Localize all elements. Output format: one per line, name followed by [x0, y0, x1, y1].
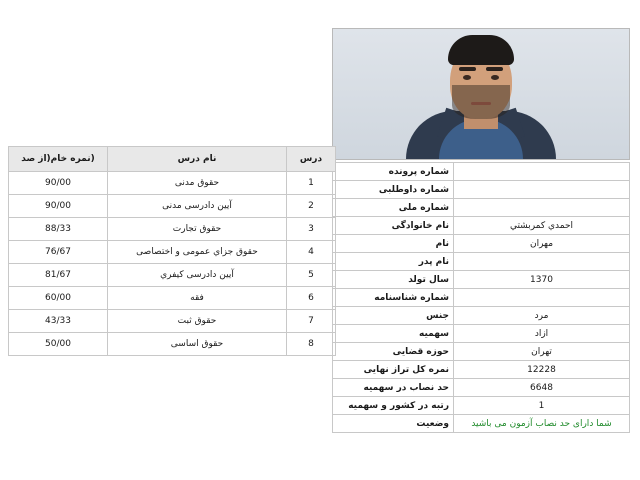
info-row-label: شماره داوطلبی: [333, 181, 454, 199]
scores-table-body: [9, 172, 336, 356]
table-row: [9, 333, 336, 356]
table-row: [9, 172, 336, 195]
info-row: [333, 199, 630, 217]
cell-index: 5: [287, 264, 336, 287]
scores-panel: [8, 146, 326, 356]
info-row: [333, 415, 630, 433]
info-row-label: نمره کل تراز نهایی: [333, 361, 454, 379]
info-row: [333, 379, 630, 397]
scores-table: [8, 146, 336, 356]
status-badge: شما دارای حد نصاب آزمون می باشید: [454, 415, 630, 433]
photo-brow-right: [486, 67, 503, 71]
info-row: [333, 325, 630, 343]
info-row-value: 1: [454, 397, 630, 415]
cell-index: 8: [287, 333, 336, 356]
photo-eye-right: [491, 75, 499, 80]
info-row-value: 1370: [454, 271, 630, 289]
cell-raw-score: 81/67: [9, 264, 108, 287]
table-row: [9, 287, 336, 310]
info-row-label: رتبه در کشور و سهمیه: [333, 397, 454, 415]
info-row-label: نام: [333, 235, 454, 253]
info-row: [333, 307, 630, 325]
cell-subject: حقوق تجارت: [108, 218, 287, 241]
cell-subject: حقوق مدنی: [108, 172, 287, 195]
cell-index: 3: [287, 218, 336, 241]
cell-index: 7: [287, 310, 336, 333]
header-index: درس: [287, 147, 336, 172]
info-row: [333, 289, 630, 307]
info-row-label: شماره پرونده: [333, 163, 454, 181]
info-row-value: [454, 289, 630, 307]
cell-raw-score: 50/00: [9, 333, 108, 356]
cell-index: 2: [287, 195, 336, 218]
info-row-value: 6648: [454, 379, 630, 397]
cell-subject: حقوق جزاي عمومی و اختصاصی: [108, 241, 287, 264]
info-row-value: تهران: [454, 343, 630, 361]
cell-index: 1: [287, 172, 336, 195]
cell-raw-score: 43/33: [9, 310, 108, 333]
cell-raw-score: 88/33: [9, 218, 108, 241]
info-row: [333, 361, 630, 379]
cell-raw-score: 90/00: [9, 172, 108, 195]
scores-header-row: [9, 147, 336, 172]
info-row-value: [454, 253, 630, 271]
info-row: [333, 253, 630, 271]
cell-raw-score: 90/00: [9, 195, 108, 218]
info-row-value: ازاد: [454, 325, 630, 343]
info-row-value: 12228: [454, 361, 630, 379]
info-row-label: نام خانوادگی: [333, 217, 454, 235]
photo-wrapper: [332, 28, 630, 160]
info-row-label: سهمیه: [333, 325, 454, 343]
cell-raw-score: 76/67: [9, 241, 108, 264]
info-row-value: مهران: [454, 235, 630, 253]
profile-panel: [332, 28, 630, 433]
info-row-value: [454, 181, 630, 199]
photo-mouth: [471, 102, 491, 105]
info-row-label: جنس: [333, 307, 454, 325]
cell-subject: آیین دادرسی مدنی: [108, 195, 287, 218]
cell-subject: حقوق ثبت: [108, 310, 287, 333]
scores-table-head: [9, 147, 336, 172]
photo-brow-left: [459, 67, 476, 71]
table-row: [9, 264, 336, 287]
info-row: [333, 271, 630, 289]
info-row: [333, 217, 630, 235]
photo-eye-left: [463, 75, 471, 80]
info-row: [333, 163, 630, 181]
info-row-label: شماره شناسنامه: [333, 289, 454, 307]
info-row-value: مرد: [454, 307, 630, 325]
table-row: [9, 195, 336, 218]
cell-subject: آیین دادرسی کیفري: [108, 264, 287, 287]
cell-subject: فقه: [108, 287, 287, 310]
header-raw-score: (نمره خام(از صد: [9, 147, 108, 172]
info-row-value: [454, 199, 630, 217]
info-row-label: شماره ملی: [333, 199, 454, 217]
personal-info-table: [332, 162, 630, 433]
info-row: [333, 397, 630, 415]
info-row: [333, 235, 630, 253]
header-subject: نام درس: [108, 147, 287, 172]
info-row-value: احمدي کمربشتي: [454, 217, 630, 235]
info-row-value: [454, 163, 630, 181]
info-row-label: حوزه قضایی: [333, 343, 454, 361]
table-row: [9, 218, 336, 241]
info-row: [333, 343, 630, 361]
applicant-photo: [332, 28, 630, 160]
photo-hair: [448, 35, 514, 65]
cell-index: 4: [287, 241, 336, 264]
cell-subject: حقوق اساسی: [108, 333, 287, 356]
table-row: [9, 310, 336, 333]
info-row-label: سال تولد: [333, 271, 454, 289]
info-row: [333, 181, 630, 199]
info-row-label: وضعیت: [333, 415, 454, 433]
info-row-label: حد نصاب در سهمیه: [333, 379, 454, 397]
cell-index: 6: [287, 287, 336, 310]
cell-raw-score: 60/00: [9, 287, 108, 310]
table-row: [9, 241, 336, 264]
info-row-label: نام پدر: [333, 253, 454, 271]
